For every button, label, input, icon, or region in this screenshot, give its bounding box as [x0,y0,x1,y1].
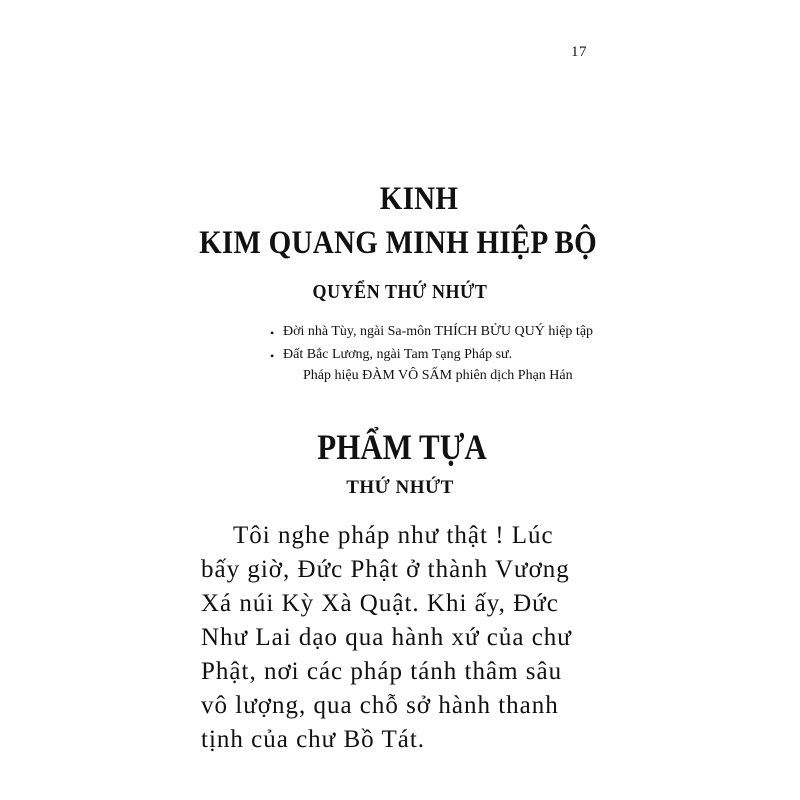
body-line: Xá núi Kỳ Xà Quật. Khi ấy, Đức [201,590,559,617]
bullet-icon: • [270,326,275,340]
title-line-1: KINH [379,181,459,217]
title-line-2: KIM QUANG MINH HIỆP BỘ [199,225,597,261]
chapter-title: PHẨM TỰA [317,427,487,467]
body-line: tịnh của chư Bồ Tát. [201,726,426,753]
credit-line-3: Pháp hiệu ĐÀM VÔ SẤM phiên dịch Phạn Hán [303,368,573,383]
body-line: bấy giờ, Đức Phật ở thành Vương [201,556,570,583]
credit-line-1: Đời nhà Tùy, ngài Sa-môn THÍCH BỬU QUÝ hiệp tập [283,324,594,339]
page-number: 17 [571,44,587,60]
volume-heading: QUYỂN THỨ NHỨT [312,281,488,303]
body-line: Tôi nghe pháp như thật ! Lúc [233,522,554,549]
credit-line-2: Đất Bắc Lương, ngài Tam Tạng Pháp sư. [283,347,513,362]
body-line: vô lượng, qua chỗ sở hành thanh [201,692,559,719]
body-line: Như Lai dạo qua hành xứ của chư [201,624,572,651]
bullet-icon: • [270,349,275,363]
chapter-subtitle: THỨ NHỨT [346,477,454,498]
body-line: Phật, nơi các pháp tánh thâm sâu [201,658,563,685]
